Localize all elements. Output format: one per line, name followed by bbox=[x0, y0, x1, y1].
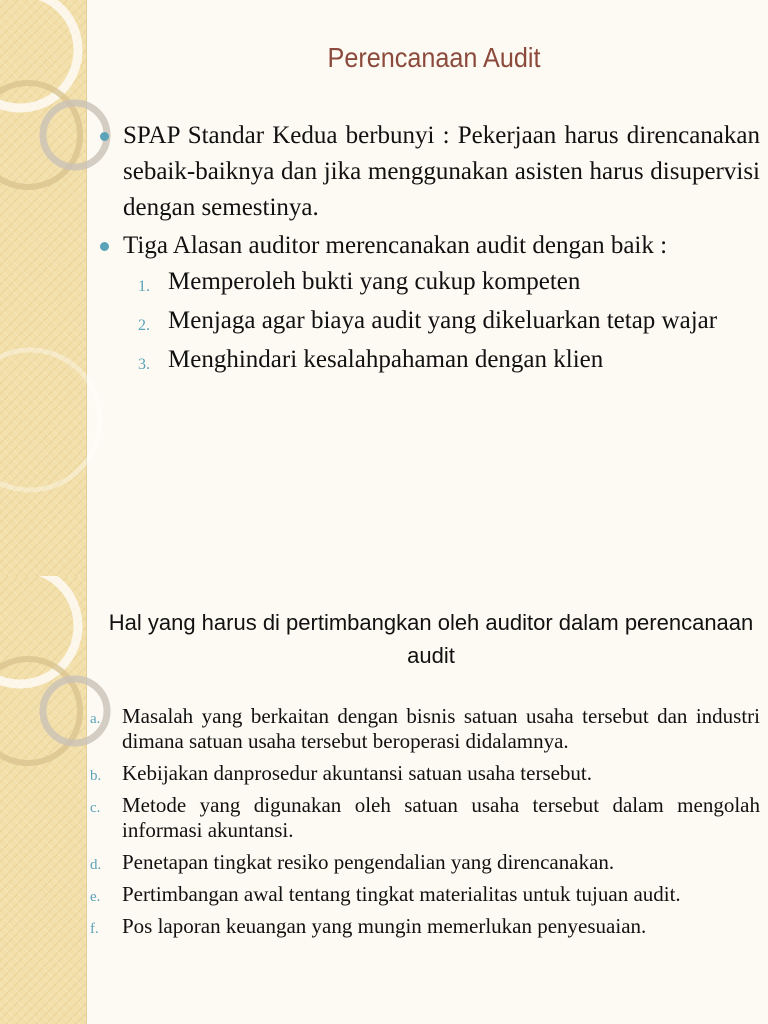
list-marker: e. bbox=[90, 889, 101, 905]
bullet-text: SPAP Standar Kedua berbunyi : Pekerjaan harus direncanakan sebaik-baiknya dan jika menggunakan asisten harus disupervisi dengan semestinya. bbox=[123, 122, 760, 221]
numbered-list bbox=[138, 266, 760, 375]
list-marker: b. bbox=[90, 768, 102, 784]
slide-1-content bbox=[98, 118, 760, 383]
bullet-dot-icon bbox=[100, 132, 109, 141]
list-item-text: Penetapan tingkat resiko pengendalian yang direncanakan. bbox=[122, 850, 615, 874]
decorative-side-panel bbox=[0, 576, 87, 1024]
list-item bbox=[138, 266, 760, 297]
list-marker: 1. bbox=[138, 278, 150, 295]
list-item-text: Memperoleh bukti yang cukup kompeten bbox=[168, 268, 581, 295]
list-item bbox=[90, 761, 760, 786]
bullet-text: Tiga Alasan auditor merencanakan audit dengan baik : bbox=[123, 232, 668, 259]
list-marker: f. bbox=[90, 921, 99, 937]
section-heading: Hal yang harus di pertimbangkan oleh auditor dalam perencanaan audit bbox=[108, 610, 754, 668]
list-item-text: Menjaga agar biaya audit yang dikeluarkan tetap wajar bbox=[168, 307, 718, 334]
bullet-item bbox=[98, 228, 760, 264]
list-marker: a. bbox=[90, 711, 101, 727]
list-item-text: Pertimbangan awal tentang tingkat materialitas untuk tujuan audit. bbox=[122, 882, 681, 906]
list-marker: 3. bbox=[138, 356, 150, 373]
list-item bbox=[90, 704, 760, 754]
list-item-text: Menghindari kesalahpahaman dengan klien bbox=[168, 346, 604, 373]
list-item bbox=[138, 344, 760, 375]
slide-2 bbox=[0, 576, 768, 1024]
list-marker: d. bbox=[90, 857, 102, 873]
page-title: Perencanaan Audit bbox=[327, 42, 541, 73]
bullet-item bbox=[98, 118, 760, 226]
list-item-text: Masalah yang berkaitan dengan bisnis satuan usaha tersebut dan industri dimana satuan usaha tersebut beroperasi didalamnya. bbox=[122, 704, 760, 753]
list-item bbox=[90, 850, 760, 875]
list-item bbox=[90, 914, 760, 939]
list-item bbox=[138, 305, 760, 336]
list-item-text: Pos laporan keuangan yang mungin memerlukan penyesuaian. bbox=[122, 914, 647, 938]
slide-2-content bbox=[90, 704, 760, 946]
list-item bbox=[90, 882, 760, 907]
list-item-text: Metode yang digunakan oleh satuan usaha tersebut dalam mengolah informasi akuntansi. bbox=[122, 793, 760, 842]
list-marker: c. bbox=[90, 800, 101, 816]
decorative-side-panel bbox=[0, 0, 87, 576]
list-item-text: Kebijakan danprosedur akuntansi satuan usaha tersebut. bbox=[122, 761, 593, 785]
list-marker: 2. bbox=[138, 317, 150, 334]
list-item bbox=[90, 793, 760, 843]
bullet-dot-icon bbox=[100, 242, 109, 251]
